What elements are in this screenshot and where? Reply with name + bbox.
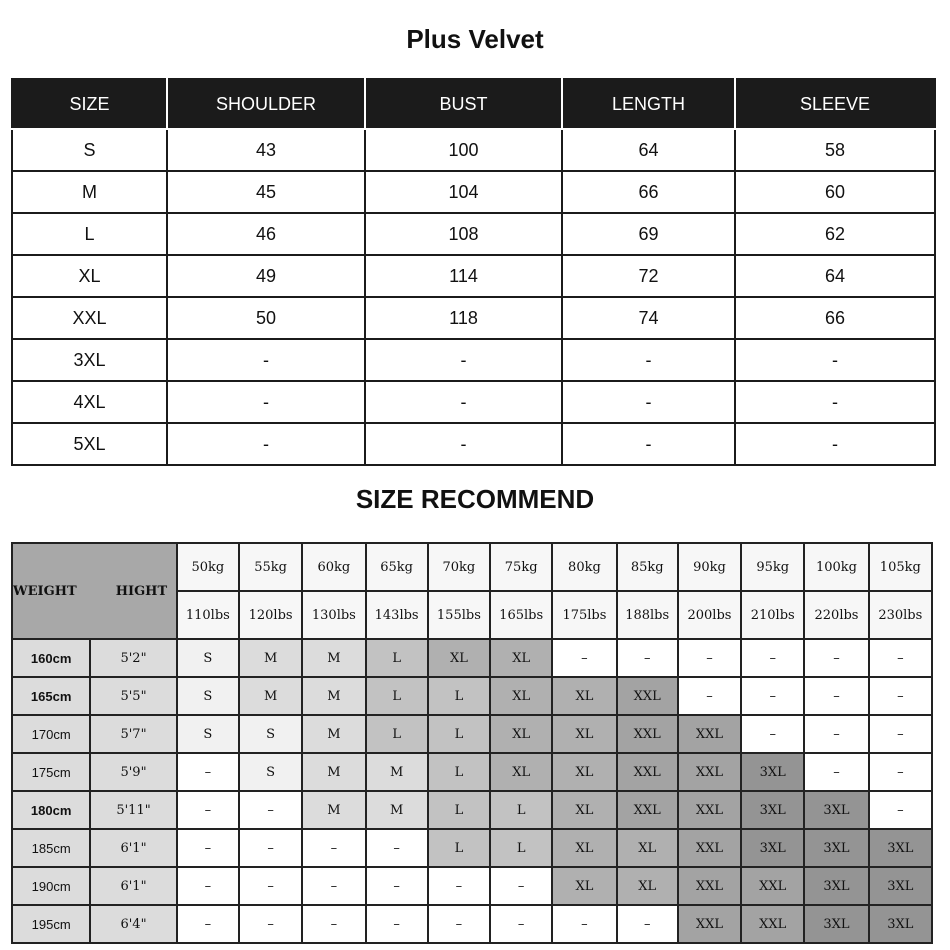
recommended-size-cell: M [302, 639, 365, 677]
measurement-cell: 69 [562, 213, 735, 255]
recommended-size-cell: S [239, 753, 302, 791]
size-label-cell: 4XL [12, 381, 167, 423]
page-title: Plus Velvet [406, 24, 544, 54]
recommended-size-cell: – [366, 829, 428, 867]
recommended-size-cell: – [678, 639, 741, 677]
recommended-size-cell: – [239, 829, 302, 867]
recommended-size-cell: L [490, 829, 552, 867]
recommended-size-cell: XXL [678, 867, 741, 905]
weight-lbs-header: 230lbs [869, 591, 932, 639]
height-ft-cell: 5'9" [90, 753, 176, 791]
recommended-size-cell: XXL [741, 905, 804, 943]
recommended-size-cell: XXL [678, 905, 741, 943]
column-header-shoulder: SHOULDER [167, 79, 365, 129]
recommended-size-cell: XL [552, 753, 616, 791]
recommended-size-cell: XL [552, 829, 616, 867]
recommended-size-cell: 3XL [804, 829, 868, 867]
recommended-size-cell: XXL [617, 791, 678, 829]
size-chart-body [12, 129, 935, 465]
measurement-cell: - [167, 339, 365, 381]
recommended-size-cell: – [678, 677, 741, 715]
measurement-cell: 62 [735, 213, 935, 255]
recommended-size-cell: – [804, 677, 868, 715]
measurement-cell: - [365, 423, 562, 465]
measurement-cell: - [167, 381, 365, 423]
measurement-cell: - [365, 381, 562, 423]
recommended-size-cell: 3XL [741, 791, 804, 829]
recommended-size-cell: L [366, 677, 428, 715]
recommended-size-cell: L [366, 715, 428, 753]
measurement-cell: 49 [167, 255, 365, 297]
recommended-size-cell: L [366, 639, 428, 677]
weight-kg-header: 95kg [741, 543, 804, 591]
recommended-size-cell: – [804, 639, 868, 677]
weight-kg-header: 85kg [617, 543, 678, 591]
recommended-size-cell: L [428, 791, 490, 829]
recommended-size-cell: L [428, 829, 490, 867]
recommended-size-cell: XXL [678, 791, 741, 829]
measurement-cell: 45 [167, 171, 365, 213]
weight-kg-header: 90kg [678, 543, 741, 591]
recommended-size-cell: XL [552, 677, 616, 715]
weight-kg-row [12, 543, 932, 591]
height-row [12, 829, 932, 867]
recommended-size-cell: M [302, 753, 365, 791]
recommended-size-cell: – [239, 791, 302, 829]
height-row [12, 905, 932, 943]
recommended-size-cell: M [302, 715, 365, 753]
size-chart-header-row [12, 79, 935, 129]
measurement-cell: 64 [735, 255, 935, 297]
recommended-size-cell: S [177, 677, 239, 715]
measurement-cell: - [735, 339, 935, 381]
weight-lbs-header: 220lbs [804, 591, 868, 639]
recommended-size-cell: – [302, 829, 365, 867]
height-ft-cell: 6'1" [90, 867, 176, 905]
height-cm-cell: 185cm [12, 829, 90, 867]
weight-lbs-header: 120lbs [239, 591, 302, 639]
recommended-size-cell: 3XL [804, 905, 868, 943]
size-row [12, 213, 935, 255]
weight-kg-header: 50kg [177, 543, 239, 591]
recommended-size-cell: – [869, 639, 932, 677]
weight-kg-header: 105kg [869, 543, 932, 591]
measurement-cell: 64 [562, 129, 735, 171]
recommended-size-cell: – [428, 905, 490, 943]
height-ft-cell: 5'7" [90, 715, 176, 753]
recommended-size-cell: – [177, 867, 239, 905]
recommended-size-cell: – [428, 867, 490, 905]
corner-header [12, 543, 177, 639]
recommended-size-cell: L [428, 753, 490, 791]
weight-lbs-header: 200lbs [678, 591, 741, 639]
measurement-cell: 72 [562, 255, 735, 297]
recommended-size-cell: XL [617, 829, 678, 867]
size-label-cell: M [12, 171, 167, 213]
measurement-cell: 74 [562, 297, 735, 339]
weight-kg-header: 100kg [804, 543, 868, 591]
recommended-size-cell: – [177, 753, 239, 791]
height-cm-cell: 195cm [12, 905, 90, 943]
weight-kg-header: 65kg [366, 543, 428, 591]
recommended-size-cell: – [239, 867, 302, 905]
recommended-size-cell: – [177, 791, 239, 829]
measurement-cell: 114 [365, 255, 562, 297]
size-label-cell: 3XL [12, 339, 167, 381]
recommended-size-cell: XXL [678, 715, 741, 753]
weight-label: WEIGHT [13, 583, 77, 599]
measurement-cell: 50 [167, 297, 365, 339]
measurement-cell: - [735, 381, 935, 423]
column-header-length: LENGTH [562, 79, 735, 129]
weight-kg-header: 80kg [552, 543, 616, 591]
recommended-size-cell: – [490, 905, 552, 943]
recommended-size-cell: – [741, 677, 804, 715]
height-row [12, 639, 932, 677]
recommended-size-cell: XXL [617, 753, 678, 791]
height-row [12, 715, 932, 753]
weight-lbs-header: 155lbs [428, 591, 490, 639]
measurement-cell: 66 [562, 171, 735, 213]
height-row [12, 677, 932, 715]
weight-lbs-header: 165lbs [490, 591, 552, 639]
height-ft-cell: 5'5" [90, 677, 176, 715]
height-label: HIGHT [115, 583, 168, 599]
measurement-cell: 46 [167, 213, 365, 255]
recommended-size-cell: M [302, 791, 365, 829]
size-row [12, 339, 935, 381]
recommended-size-cell: M [302, 677, 365, 715]
recommended-size-cell: – [869, 753, 932, 791]
recommended-size-cell: XXL [678, 753, 741, 791]
recommended-size-cell: 3XL [804, 791, 868, 829]
column-header-sleeve: SLEEVE [735, 79, 935, 129]
recommended-size-cell: 3XL [869, 829, 932, 867]
recommended-size-cell: – [741, 639, 804, 677]
height-cm-cell: 190cm [12, 867, 90, 905]
measurement-cell: 43 [167, 129, 365, 171]
size-recommend-body [12, 543, 932, 943]
measurement-cell: 104 [365, 171, 562, 213]
recommended-size-cell: – [239, 905, 302, 943]
recommended-size-cell: XL [552, 791, 616, 829]
recommended-size-cell: XL [552, 715, 616, 753]
height-ft-cell: 5'11" [90, 791, 176, 829]
size-label-cell: 5XL [12, 423, 167, 465]
measurement-cell: 108 [365, 213, 562, 255]
recommended-size-cell: – [302, 905, 365, 943]
height-cm-cell: 175cm [12, 753, 90, 791]
measurement-cell: 118 [365, 297, 562, 339]
weight-lbs-header: 175lbs [552, 591, 616, 639]
weight-kg-header: 75kg [490, 543, 552, 591]
recommended-size-cell: – [869, 715, 932, 753]
height-row [12, 867, 932, 905]
recommended-size-cell: S [239, 715, 302, 753]
recommended-size-cell: XL [490, 753, 552, 791]
size-label-cell: XXL [12, 297, 167, 339]
recommended-size-cell: M [239, 677, 302, 715]
recommended-size-cell: – [177, 829, 239, 867]
column-header-size: SIZE [12, 79, 167, 129]
recommended-size-cell: – [617, 905, 678, 943]
recommended-size-cell: – [741, 715, 804, 753]
size-label-cell: S [12, 129, 167, 171]
weight-kg-header: 60kg [302, 543, 365, 591]
height-cm-cell: 160cm [12, 639, 90, 677]
height-row [12, 791, 932, 829]
size-chart-table [11, 78, 936, 466]
weight-lbs-header: 130lbs [302, 591, 365, 639]
height-cm-cell: 165cm [12, 677, 90, 715]
recommended-size-cell: – [869, 791, 932, 829]
recommended-size-cell: XXL [617, 715, 678, 753]
recommended-size-cell: M [366, 753, 428, 791]
measurement-cell: 60 [735, 171, 935, 213]
recommended-size-cell: XL [617, 867, 678, 905]
size-row [12, 381, 935, 423]
height-ft-cell: 6'4" [90, 905, 176, 943]
size-recommend-table [11, 542, 933, 944]
height-cm-cell: 180cm [12, 791, 90, 829]
weight-kg-header: 55kg [239, 543, 302, 591]
recommended-size-cell: S [177, 639, 239, 677]
recommended-size-cell: XL [552, 867, 616, 905]
weight-lbs-header: 210lbs [741, 591, 804, 639]
measurement-cell: - [562, 423, 735, 465]
size-row [12, 297, 935, 339]
recommended-size-cell: M [239, 639, 302, 677]
measurement-cell: - [562, 339, 735, 381]
recommended-size-cell: – [869, 677, 932, 715]
height-row [12, 753, 932, 791]
recommended-size-cell: – [552, 905, 616, 943]
recommended-size-cell: XXL [741, 867, 804, 905]
measurement-cell: - [562, 381, 735, 423]
recommended-size-cell: – [366, 867, 428, 905]
recommended-size-cell: S [177, 715, 239, 753]
recommended-size-cell: 3XL [804, 867, 868, 905]
recommended-size-cell: – [177, 905, 239, 943]
measurement-cell: 66 [735, 297, 935, 339]
recommended-size-cell: XXL [617, 677, 678, 715]
recommended-size-cell: L [490, 791, 552, 829]
recommended-size-cell: – [617, 639, 678, 677]
size-row [12, 423, 935, 465]
weight-lbs-header: 110lbs [177, 591, 239, 639]
recommended-size-cell: L [428, 677, 490, 715]
column-header-bust: BUST [365, 79, 562, 129]
size-label-cell: XL [12, 255, 167, 297]
recommended-size-cell: L [428, 715, 490, 753]
recommended-size-cell: – [552, 639, 616, 677]
measurement-cell: - [365, 339, 562, 381]
size-row [12, 255, 935, 297]
recommended-size-cell: – [302, 867, 365, 905]
measurement-cell: 100 [365, 129, 562, 171]
recommended-size-cell: 3XL [741, 829, 804, 867]
recommended-size-cell: XL [490, 677, 552, 715]
measurement-cell: - [167, 423, 365, 465]
size-row [12, 171, 935, 213]
recommended-size-cell: – [366, 905, 428, 943]
recommended-size-cell: 3XL [869, 905, 932, 943]
recommended-size-cell: – [804, 715, 868, 753]
recommended-size-cell: 3XL [869, 867, 932, 905]
height-ft-cell: 5'2" [90, 639, 176, 677]
recommend-title: SIZE RECOMMEND [355, 484, 595, 514]
recommended-size-cell: – [804, 753, 868, 791]
recommended-size-cell: M [366, 791, 428, 829]
height-ft-cell: 6'1" [90, 829, 176, 867]
measurement-cell: 58 [735, 129, 935, 171]
measurement-cell: - [735, 423, 935, 465]
recommended-size-cell: – [490, 867, 552, 905]
recommended-size-cell: XL [490, 715, 552, 753]
recommended-size-cell: XL [428, 639, 490, 677]
weight-lbs-header: 143lbs [366, 591, 428, 639]
size-row [12, 129, 935, 171]
weight-lbs-header: 188lbs [617, 591, 678, 639]
size-label-cell: L [12, 213, 167, 255]
recommended-size-cell: XL [490, 639, 552, 677]
weight-kg-header: 70kg [428, 543, 490, 591]
recommended-size-cell: 3XL [741, 753, 804, 791]
height-cm-cell: 170cm [12, 715, 90, 753]
recommended-size-cell: XXL [678, 829, 741, 867]
